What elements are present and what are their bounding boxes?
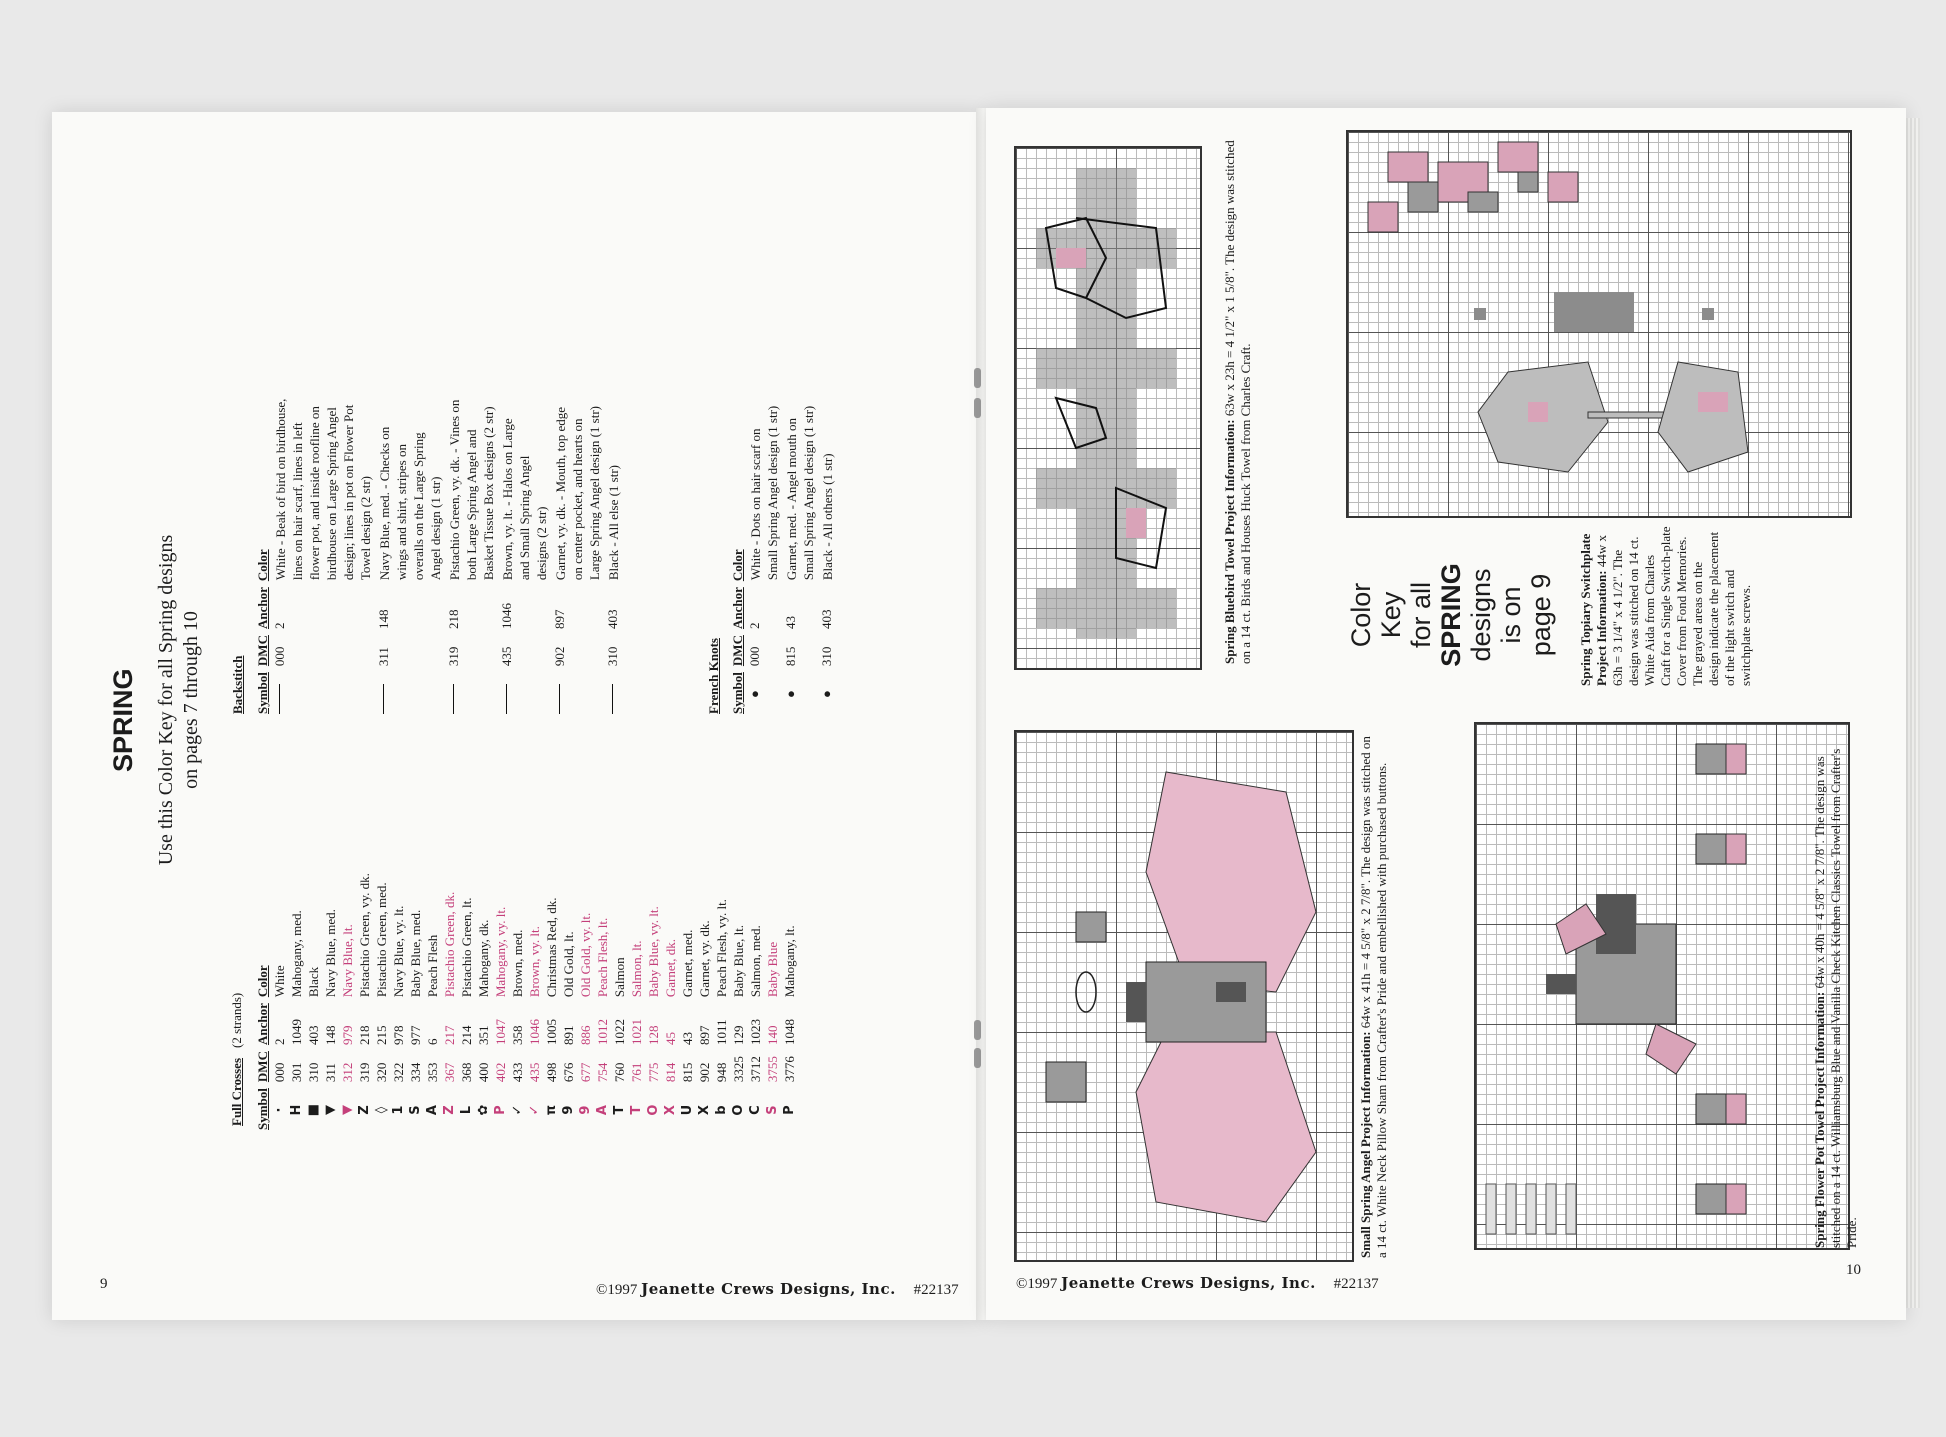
color-key-line-7: page 9	[1526, 573, 1556, 657]
stitch-symbol: O	[731, 1104, 746, 1116]
table-row	[441, 865, 458, 1130]
dmc-cell: 3776	[782, 1056, 797, 1083]
color-line: lines on hair scarf, lines in left	[290, 422, 305, 581]
full-crosses-table	[255, 865, 798, 1130]
color-cell: Peach Flesh, vy. lt.	[714, 899, 729, 998]
table-row	[339, 865, 356, 1130]
color-key-line-5: designs	[1466, 568, 1496, 662]
anchor-cell: 215	[374, 1025, 389, 1046]
stitch-symbol: b	[714, 1105, 729, 1115]
topiary-caption: Spring Topiary Switchplate Project Information: 44w x 63h = 3 1/4" x 4 1/2". The design was stitched on 14 ct. White Aida from Charles Craft for a Single Switch-plate Cover from Fond Memories. The grayed areas on the design indicate the placement of the light switch and switchplate screws.	[1578, 526, 1753, 686]
dmc-cell: 319	[357, 1062, 372, 1083]
dmc-cell: 435	[527, 1062, 542, 1083]
small-angel-chart	[1014, 730, 1354, 1262]
color-line: design; lines in pot on Flower Pot	[341, 404, 356, 581]
color-cell: Salmon, med.	[748, 925, 763, 998]
stitch-symbol: 1	[391, 1105, 406, 1115]
stitch-symbol: Z	[357, 1105, 372, 1115]
stitch-symbol: ▼	[340, 1105, 355, 1116]
dmc-cell: 498	[544, 1062, 559, 1083]
stitch-symbol: ✓	[527, 1104, 542, 1116]
color-line: both Large Spring Angel and	[464, 429, 479, 581]
column-header: Anchor	[730, 587, 745, 630]
backstitch-table	[255, 398, 623, 714]
anchor-cell: 43	[783, 616, 798, 630]
anchor-cell: 978	[391, 1025, 406, 1046]
table-row	[288, 865, 305, 1130]
color-cell: Mahogany, dk.	[476, 919, 491, 998]
staple-top-2	[974, 398, 981, 418]
color-line: designs (2 str)	[534, 506, 549, 581]
color-key-line-1: Color	[1346, 582, 1376, 648]
color-cell	[445, 398, 498, 582]
table-row	[390, 865, 407, 1130]
dmc-cell: 000	[272, 1062, 287, 1083]
table-row	[509, 865, 526, 1130]
anchor-cell: 979	[340, 1025, 355, 1046]
anchor-cell: 6	[425, 1038, 440, 1046]
footer-left	[596, 1280, 959, 1299]
anchor-cell: 45	[663, 1032, 678, 1046]
table-row	[747, 865, 764, 1130]
anchor-cell: 1005	[544, 1019, 559, 1046]
stitch-symbol: C	[748, 1105, 763, 1115]
backstitch-line-symbol	[604, 666, 623, 714]
column-header: Anchor	[255, 1003, 270, 1046]
table-row	[543, 865, 560, 1130]
color-cell: Baby Blue, med.	[408, 909, 423, 998]
bluebird-towel-chart	[1014, 146, 1202, 670]
stitch-symbol: X	[663, 1105, 678, 1116]
color-cell	[271, 398, 375, 582]
anchor-cell: 1012	[595, 1019, 610, 1046]
table-row	[475, 865, 492, 1130]
table-row	[730, 865, 747, 1130]
dmc-cell: 435	[499, 646, 514, 667]
color-cell: Baby Blue, vy. lt.	[646, 906, 661, 998]
color-cell: Christmas Red, dk.	[544, 897, 559, 998]
anchor-cell: 1011	[714, 1019, 729, 1046]
stitch-symbol: H	[289, 1104, 304, 1116]
dmc-cell: 3712	[748, 1056, 763, 1083]
anchor-cell: 1049	[289, 1019, 304, 1046]
french-knots-table	[730, 405, 837, 714]
small-angel-caption: Small Spring Angel Project Information: 64w x 41h = 4 5/8" x 2 7/8". The design was stitched on a 14 ct. White Neck Pillow Sham from Crafter's Pride and embellished with purchased buttons.	[1358, 736, 1389, 1258]
color-cell	[604, 398, 623, 582]
color-line: birdhouse on Large Spring Angel	[324, 407, 339, 581]
dmc-cell: 368	[459, 1062, 474, 1083]
table-row	[746, 405, 782, 714]
color-cell	[818, 405, 837, 581]
color-line: Towel design (2 str)	[358, 476, 373, 581]
dmc-cell: 814	[663, 1062, 678, 1083]
color-cell	[782, 405, 818, 581]
small-angel-pattern	[1016, 732, 1352, 1260]
anchor-cell: 403	[306, 1025, 321, 1046]
stitch-symbol: A	[595, 1105, 610, 1116]
backstitch-heading: Backstitch	[230, 655, 245, 714]
color-cell: Peach Flesh	[425, 934, 440, 998]
table-row	[271, 865, 288, 1130]
table-row	[594, 865, 611, 1130]
table-row	[445, 398, 498, 714]
stitch-symbol: ■	[306, 1103, 321, 1117]
anchor-cell: 1046	[499, 603, 514, 630]
dmc-cell: 676	[561, 1062, 576, 1083]
color-key-note	[1346, 530, 1556, 700]
table-row	[375, 398, 445, 714]
table-row	[662, 865, 679, 1130]
table-row	[696, 865, 713, 1130]
table-row	[322, 865, 339, 1130]
copyright-left: ©1997	[596, 1282, 638, 1298]
anchor-cell: 1046	[527, 1019, 542, 1046]
anchor-cell: 128	[646, 1025, 661, 1046]
anchor-cell: 2	[272, 1038, 287, 1046]
color-cell: Navy Blue, vy. lt.	[391, 905, 406, 998]
color-line: Small Spring Angel design (1 str)	[765, 405, 780, 581]
anchor-cell: 1048	[782, 1019, 797, 1046]
table-row	[628, 865, 645, 1130]
staple-top	[974, 368, 981, 388]
color-cell: Salmon, lt.	[629, 940, 644, 998]
item-number-left: #22137	[913, 1282, 959, 1298]
color-cell: Pistachio Green, med.	[374, 882, 389, 998]
stitch-symbol: A	[425, 1105, 440, 1116]
dmc-cell: 000	[272, 646, 287, 667]
anchor-cell: 403	[605, 609, 620, 630]
dmc-cell: 3325	[731, 1056, 746, 1083]
color-cell: Pistachio Green, lt.	[459, 897, 474, 998]
dmc-cell: 301	[289, 1062, 304, 1083]
anchor-cell: 129	[731, 1025, 746, 1046]
stitch-symbol: ◊	[374, 1106, 389, 1114]
color-cell	[551, 398, 604, 582]
dmc-cell: 310	[819, 646, 834, 667]
anchor-cell: 897	[552, 609, 567, 630]
column-header: Color	[255, 965, 270, 998]
stitch-symbol: U	[680, 1104, 695, 1116]
table-row	[604, 398, 623, 714]
dmc-cell: 310	[306, 1062, 321, 1083]
color-cell: Baby Blue, lt.	[731, 924, 746, 998]
stitch-symbol: P	[782, 1105, 797, 1115]
color-line: Garnet, med. - Angel mouth on	[784, 418, 799, 581]
dmc-cell: 815	[680, 1062, 695, 1083]
color-line: Pistachio Green, vy. dk. - Vines on	[447, 399, 462, 581]
dmc-cell: 754	[595, 1062, 610, 1083]
dmc-cell: 322	[391, 1062, 406, 1083]
anchor-cell: 140	[765, 1025, 780, 1046]
dmc-cell: 320	[374, 1062, 389, 1083]
table-row	[611, 865, 628, 1130]
anchor-cell: 214	[459, 1025, 474, 1046]
color-line: Black - All others (1 str)	[820, 453, 835, 581]
dmc-cell: 760	[612, 1062, 627, 1083]
color-line: Large Spring Angel design (1 str)	[587, 406, 602, 581]
page-title: SPRING	[108, 668, 138, 772]
color-line: on center pocket, and hearts on	[570, 418, 585, 581]
dmc-cell: 334	[408, 1062, 423, 1083]
color-cell: Salmon	[612, 957, 627, 998]
subtitle-line-2: on pages 7 through 10	[180, 611, 202, 789]
table-row	[764, 865, 781, 1130]
subtitle-line-1: Use this Color Key for all Spring designs	[155, 534, 177, 866]
color-cell: White	[272, 965, 287, 998]
table-row	[498, 398, 551, 714]
color-line: Navy Blue, med. - Checks on	[377, 426, 392, 581]
table-row	[679, 865, 696, 1130]
dmc-cell: 815	[783, 646, 798, 667]
stitch-symbol: P	[493, 1105, 508, 1115]
bluebird-pattern	[1016, 148, 1200, 668]
column-header: Symbol	[730, 672, 745, 714]
table-row	[492, 865, 509, 1130]
dmc-cell: 312	[340, 1062, 355, 1083]
table-row	[458, 865, 475, 1130]
full-crosses-heading: Full Crosses (2 strands)	[229, 992, 244, 1126]
color-cell: Brown, vy. lt.	[527, 926, 542, 998]
anchor-cell: 977	[408, 1025, 423, 1046]
dmc-cell: 353	[425, 1062, 440, 1083]
anchor-cell: 1021	[629, 1019, 644, 1046]
color-line: Basket Tissue Box designs (2 str)	[481, 406, 496, 581]
anchor-cell: 148	[376, 609, 391, 630]
table-row	[526, 865, 543, 1130]
color-cell	[375, 398, 445, 582]
color-cell: Mahogany, lt.	[782, 925, 797, 998]
color-line: White - Dots on hair scarf on	[748, 428, 763, 581]
column-header: DMC	[255, 1051, 270, 1083]
table-row	[560, 865, 577, 1130]
color-cell: Mahogany, vy. lt.	[493, 906, 508, 998]
publisher-left: Jeanette Crews Designs, Inc.	[641, 1280, 896, 1298]
staple-bottom-2	[974, 1048, 981, 1068]
dmc-cell: 311	[323, 1063, 338, 1083]
anchor-cell: 1022	[612, 1019, 627, 1046]
anchor-cell: 148	[323, 1025, 338, 1046]
color-line: and Small Spring Angel	[517, 455, 532, 581]
stitch-symbol: ✓	[510, 1104, 525, 1116]
page-edges	[1906, 118, 1920, 1308]
backstitch-line-symbol	[551, 666, 604, 714]
color-key-line-6: is on	[1496, 586, 1526, 644]
footer-right	[1016, 1274, 1379, 1293]
anchor-cell: 2	[747, 622, 762, 630]
color-cell	[746, 405, 782, 581]
anchor-cell: 218	[357, 1025, 372, 1046]
table-row	[356, 865, 373, 1130]
stitch-symbol: O	[646, 1104, 661, 1116]
table-row	[373, 865, 390, 1130]
table-row	[782, 405, 818, 714]
backstitch-line-symbol	[375, 666, 445, 714]
anchor-cell: 2	[272, 622, 287, 630]
table-row	[424, 865, 441, 1130]
stitch-symbol: S	[408, 1105, 423, 1115]
publisher-right: Jeanette Crews Designs, Inc.	[1061, 1274, 1316, 1292]
stitch-symbol: 9	[561, 1105, 576, 1115]
dmc-cell: 000	[747, 646, 762, 667]
color-cell	[498, 398, 551, 582]
dmc-cell: 775	[646, 1062, 661, 1083]
column-header: Symbol	[255, 672, 270, 714]
column-header: DMC	[255, 635, 270, 667]
color-line: Black - All else (1 str)	[606, 464, 621, 581]
backstitch-line-symbol	[445, 666, 498, 714]
color-cell: Mahogany, med.	[289, 910, 304, 998]
anchor-cell: 891	[561, 1025, 576, 1046]
table-row	[271, 398, 375, 714]
column-header: DMC	[730, 635, 745, 667]
dmc-cell: 310	[605, 646, 620, 667]
staple-bottom	[974, 1020, 981, 1040]
stitch-symbol: S	[765, 1105, 780, 1115]
page-number-right: 10	[1846, 1262, 1861, 1278]
anchor-cell: 1023	[748, 1019, 763, 1046]
stitch-symbol: ▼	[323, 1105, 338, 1116]
dmc-cell: 367	[442, 1062, 457, 1083]
anchor-cell: 897	[697, 1025, 712, 1046]
dmc-cell: 319	[446, 646, 461, 667]
backstitch-line-symbol	[498, 666, 551, 714]
page-subtitle	[154, 520, 204, 880]
topiary-switchplate-chart	[1346, 130, 1852, 518]
table-row	[713, 865, 730, 1130]
table-row	[407, 865, 424, 1130]
dmc-cell: 902	[697, 1062, 712, 1083]
color-line: flower pot, and inside roofline on	[307, 406, 322, 581]
anchor-cell: 886	[578, 1025, 593, 1046]
color-cell: Old Gold, lt.	[561, 931, 576, 998]
color-cell: Garnet, vy. dk.	[697, 920, 712, 998]
table-row	[305, 865, 322, 1130]
color-cell: Pistachio Green, dk.	[442, 891, 457, 998]
color-cell: Pistachio Green, vy. dk.	[357, 873, 372, 998]
dmc-cell: 761	[629, 1062, 644, 1083]
dmc-cell: 677	[578, 1062, 593, 1083]
french-knots-heading: French Knots	[706, 638, 721, 714]
color-line: wings and shirt, stripes on	[394, 444, 409, 581]
table-row	[818, 405, 837, 714]
table-row	[781, 865, 798, 1130]
dmc-cell: 3755	[765, 1056, 780, 1083]
stitch-symbol: X	[697, 1105, 712, 1116]
color-line: Brown, vy. lt. - Halos on Large	[500, 418, 515, 581]
copyright-right: ©1997	[1016, 1276, 1058, 1292]
french-knot-symbol: ●	[783, 690, 798, 698]
anchor-cell: 43	[680, 1032, 695, 1046]
topiary-pattern	[1348, 132, 1850, 516]
color-cell: Brown, med.	[510, 929, 525, 998]
dmc-cell: 902	[552, 646, 567, 667]
anchor-cell: 217	[442, 1025, 457, 1046]
column-header: Anchor	[255, 587, 270, 630]
color-cell: Black	[306, 966, 321, 998]
color-cell: Navy Blue, med.	[323, 909, 338, 998]
color-cell: Baby Blue	[765, 941, 780, 998]
color-key-line-2: Key	[1376, 591, 1406, 639]
dmc-cell: 433	[510, 1062, 525, 1083]
anchor-cell: 1047	[493, 1019, 508, 1046]
page-number-left: 9	[100, 1276, 108, 1292]
backstitch-line-symbol	[271, 666, 375, 714]
table-row	[577, 865, 594, 1130]
anchor-cell: 351	[476, 1025, 491, 1046]
dmc-cell: 402	[493, 1062, 508, 1083]
color-cell: Garnet, med.	[680, 929, 695, 998]
flower-pot-caption: Spring Flower Pot Towel Project Information: 64w x 40h = 4 5/8" x 2 7/8". The design was stitched on a 14 ct. Williamsburg Blue and Vanilla Check Kitchen Classics Towel from Crafter's Pride.	[1812, 748, 1859, 1248]
column-header: Color	[255, 549, 270, 582]
color-cell: Garnet, dk.	[663, 939, 678, 998]
stitch-symbol: Z	[442, 1105, 457, 1115]
color-line: Angel design (1 str)	[428, 476, 443, 581]
color-key-line-4: SPRING	[1436, 563, 1466, 667]
column-header: Symbol	[255, 1088, 270, 1130]
stitch-symbol: π	[544, 1104, 559, 1116]
stitch-symbol: ✿	[476, 1104, 491, 1116]
anchor-cell: 403	[819, 609, 834, 630]
dmc-cell: 948	[714, 1062, 729, 1083]
bluebird-caption: Spring Bluebird Towel Project Information: 63w x 23h = 4 1/2" x 1 5/8". The design was stitched on a 14 ct. Birds and Houses Huck Towel from Charles Craft.	[1222, 140, 1253, 664]
color-line: White - Beak of bird on birdhouse,	[273, 398, 288, 581]
anchor-cell: 218	[446, 609, 461, 630]
color-cell: Navy Blue, lt.	[340, 924, 355, 998]
column-header: Color	[730, 549, 745, 582]
flower-pot-pattern	[1476, 724, 1848, 1248]
color-line: Garnet, vy. dk. - Mouth, top edge	[553, 406, 568, 581]
table-row	[551, 398, 604, 714]
stitch-symbol: ·	[272, 1107, 287, 1113]
flower-pot-chart	[1474, 722, 1850, 1250]
stitch-symbol: 9	[578, 1105, 593, 1115]
color-line: Small Spring Angel design (1 str)	[801, 405, 816, 581]
french-knot-symbol: ●	[747, 690, 762, 698]
color-key-line-3: for all	[1406, 581, 1436, 649]
dmc-cell: 311	[376, 647, 391, 667]
color-cell: Peach Flesh, lt.	[595, 917, 610, 998]
table-row	[645, 865, 662, 1130]
anchor-cell: 358	[510, 1025, 525, 1046]
color-line: overalls on the Large Spring	[411, 432, 426, 581]
dmc-cell: 400	[476, 1062, 491, 1083]
french-knot-symbol: ●	[819, 690, 834, 698]
stitch-symbol: T	[612, 1105, 627, 1115]
color-cell: Old Gold, vy. lt.	[578, 912, 593, 998]
stitch-symbol: L	[459, 1105, 474, 1115]
stitch-symbol: T	[629, 1105, 644, 1115]
item-number-right: #22137	[1333, 1276, 1379, 1292]
